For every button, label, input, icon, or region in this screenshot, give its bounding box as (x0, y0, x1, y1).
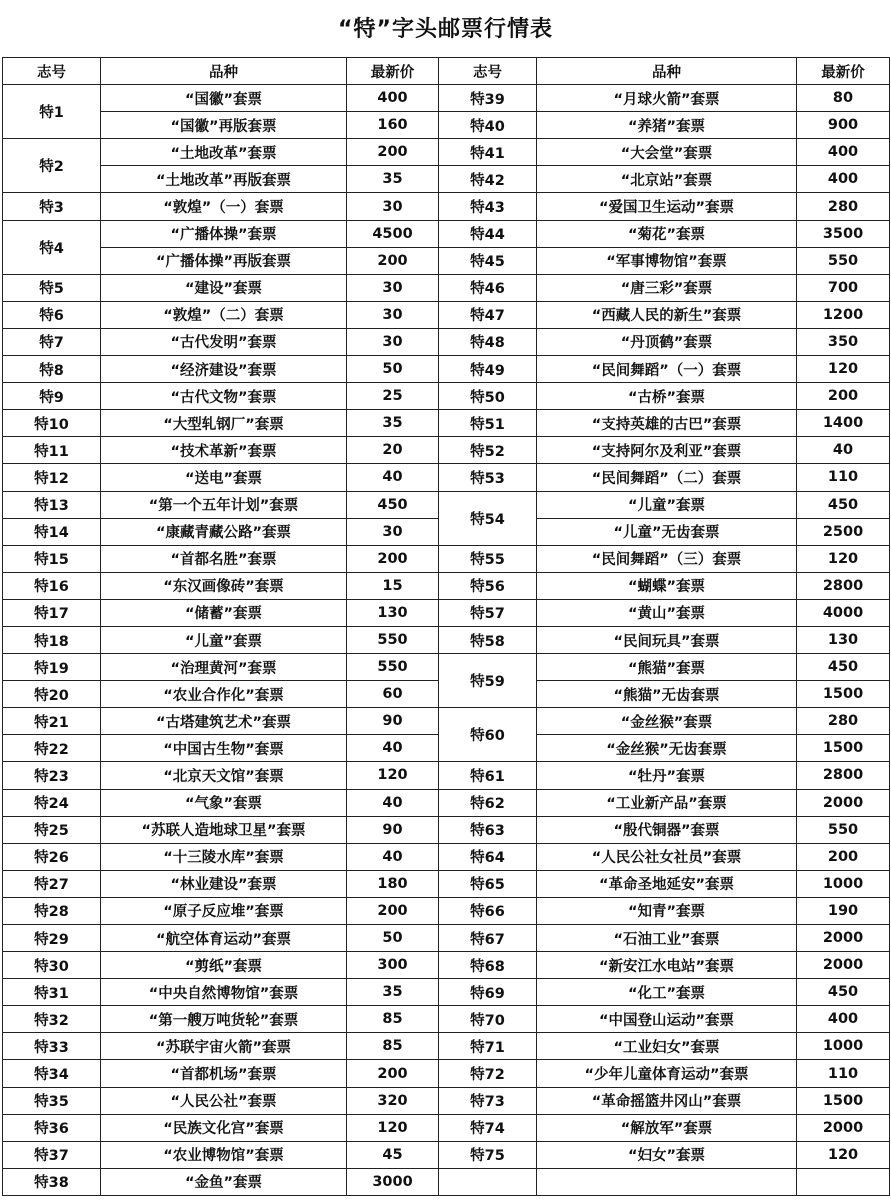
table-row (3, 762, 890, 789)
stamp-price-table (2, 57, 890, 1196)
table-body (3, 85, 890, 1196)
stamp-code: 特21 (3, 708, 101, 735)
header-price-left: 最新价 (347, 58, 439, 85)
stamp-name: “黄山”套票 (537, 599, 797, 626)
stamp-price: 60 (347, 681, 439, 708)
stamp-name: “人民公社”套票 (101, 1087, 347, 1114)
stamp-name: “军事博物馆”套票 (537, 247, 797, 274)
stamp-name: “第一艘万吨货轮”套票 (101, 1006, 347, 1033)
stamp-name: “农业合作化”套票 (101, 681, 347, 708)
header-price-right: 最新价 (797, 58, 890, 85)
stamp-price: 40 (347, 735, 439, 762)
stamp-name: “苏联人造地球卫星”套票 (101, 816, 347, 843)
stamp-name: “古代发明”套票 (101, 328, 347, 355)
stamp-price: 550 (797, 247, 890, 274)
stamp-price: 40 (347, 843, 439, 870)
stamp-code: 特52 (439, 437, 537, 464)
header-code-right: 志号 (439, 58, 537, 85)
stamp-name: “民间玩具”套票 (537, 626, 797, 653)
stamp-price: 180 (347, 870, 439, 897)
stamp-price: 30 (347, 328, 439, 355)
stamp-code: 特48 (439, 328, 537, 355)
stamp-price: 300 (347, 952, 439, 979)
stamp-code: 特66 (439, 897, 537, 924)
stamp-price: 200 (347, 897, 439, 924)
stamp-name: “儿童”套票 (101, 626, 347, 653)
stamp-code: 特53 (439, 464, 537, 491)
stamp-name: “首都机场”套票 (101, 1060, 347, 1087)
table-row (3, 274, 890, 301)
table-row (3, 789, 890, 816)
stamp-code: 特10 (3, 410, 101, 437)
stamp-name: “儿童”套票 (537, 491, 797, 518)
stamp-price: 450 (347, 491, 439, 518)
stamp-name: “解放军”套票 (537, 1114, 797, 1141)
stamp-name: “剪纸”套票 (101, 952, 347, 979)
stamp-price: 450 (797, 979, 890, 1006)
stamp-name: “中央自然博物馆”套票 (101, 979, 347, 1006)
stamp-code: 特63 (439, 816, 537, 843)
stamp-code: 特19 (3, 654, 101, 681)
stamp-name: “储蓄”套票 (101, 599, 347, 626)
table-row (3, 1114, 890, 1141)
stamp-code: 特1 (3, 85, 101, 139)
table-row (3, 545, 890, 572)
stamp-name: “原子反应堆”套票 (101, 897, 347, 924)
header-name-left: 品种 (101, 58, 347, 85)
stamp-name: “工业妇女”套票 (537, 1033, 797, 1060)
stamp-code: 特35 (3, 1087, 101, 1114)
stamp-code: 特30 (3, 952, 101, 979)
table-row (3, 166, 890, 193)
stamp-name: “西藏人民的新生”套票 (537, 301, 797, 328)
stamp-name: “支持阿尔及利亚”套票 (537, 437, 797, 464)
stamp-code: 特62 (439, 789, 537, 816)
stamp-code: 特47 (439, 301, 537, 328)
stamp-price: 2000 (797, 925, 890, 952)
stamp-price: 3500 (797, 220, 890, 247)
stamp-price: 200 (347, 139, 439, 166)
stamp-code: 特17 (3, 599, 101, 626)
stamp-price: 200 (797, 383, 890, 410)
stamp-name: “化工”套票 (537, 979, 797, 1006)
stamp-name: “石油工业”套票 (537, 925, 797, 952)
table-row (3, 816, 890, 843)
stamp-price: 2800 (797, 762, 890, 789)
stamp-name: “金丝猴”无齿套票 (537, 735, 797, 762)
stamp-name: “康藏青藏公路”套票 (101, 518, 347, 545)
stamp-name: “技术革新”套票 (101, 437, 347, 464)
stamp-name: “第一个五年计划”套票 (101, 491, 347, 518)
stamp-price: 4500 (347, 220, 439, 247)
stamp-price: 190 (797, 897, 890, 924)
table-row (3, 1060, 890, 1087)
empty-cell (797, 1168, 890, 1195)
stamp-code: 特55 (439, 545, 537, 572)
stamp-price: 30 (347, 274, 439, 301)
stamp-code: 特67 (439, 925, 537, 952)
stamp-code: 特75 (439, 1141, 537, 1168)
table-row (3, 491, 890, 518)
stamp-code: 特50 (439, 383, 537, 410)
stamp-name: “大型轧钢厂”套票 (101, 410, 347, 437)
stamp-price: 320 (347, 1087, 439, 1114)
empty-cell (439, 1168, 537, 1195)
stamp-code: 特25 (3, 816, 101, 843)
stamp-code: 特54 (439, 491, 537, 545)
stamp-code: 特73 (439, 1087, 537, 1114)
stamp-price: 400 (797, 139, 890, 166)
stamp-price: 450 (797, 654, 890, 681)
stamp-price: 45 (347, 1141, 439, 1168)
stamp-code: 特13 (3, 491, 101, 518)
table-row (3, 356, 890, 383)
table-row (3, 572, 890, 599)
stamp-name: “支持英雄的古巴”套票 (537, 410, 797, 437)
stamp-name: “爱国卫生运动”套票 (537, 193, 797, 220)
stamp-code: 特65 (439, 870, 537, 897)
stamp-price: 2500 (797, 518, 890, 545)
stamp-price: 35 (347, 410, 439, 437)
stamp-code: 特9 (3, 383, 101, 410)
stamp-name: “北京站”套票 (537, 166, 797, 193)
stamp-price: 90 (347, 708, 439, 735)
stamp-code: 特22 (3, 735, 101, 762)
stamp-price: 2000 (797, 1114, 890, 1141)
stamp-name: “古塔建筑艺术”套票 (101, 708, 347, 735)
table-row (3, 85, 890, 112)
stamp-name: “民族文化宫”套票 (101, 1114, 347, 1141)
stamp-name: “气象”套票 (101, 789, 347, 816)
stamp-price: 450 (797, 491, 890, 518)
stamp-name: “国徽”套票 (101, 85, 347, 112)
table-row (3, 626, 890, 653)
stamp-price: 40 (797, 437, 890, 464)
stamp-price: 280 (797, 193, 890, 220)
stamp-price: 3000 (347, 1168, 439, 1195)
stamp-price: 120 (347, 762, 439, 789)
stamp-price: 700 (797, 274, 890, 301)
stamp-code: 特39 (439, 85, 537, 112)
stamp-code: 特26 (3, 843, 101, 870)
table-row (3, 112, 890, 139)
table-row (3, 925, 890, 952)
stamp-name: “牡丹”套票 (537, 762, 797, 789)
stamp-code: 特46 (439, 274, 537, 301)
stamp-code: 特28 (3, 897, 101, 924)
stamp-name: “新安江水电站”套票 (537, 952, 797, 979)
stamp-name: “殷代铜器”套票 (537, 816, 797, 843)
stamp-code: 特27 (3, 870, 101, 897)
stamp-name: “土地改革”套票 (101, 139, 347, 166)
stamp-code: 特43 (439, 193, 537, 220)
stamp-name: “国徽”再版套票 (101, 112, 347, 139)
stamp-price: 2000 (797, 789, 890, 816)
stamp-price: 120 (797, 545, 890, 572)
stamp-code: 特72 (439, 1060, 537, 1087)
table-row (3, 301, 890, 328)
table-row (3, 193, 890, 220)
stamp-name: “广播体操”再版套票 (101, 247, 347, 274)
stamp-price: 35 (347, 166, 439, 193)
stamp-name: “治理黄河”套票 (101, 654, 347, 681)
stamp-code: 特71 (439, 1033, 537, 1060)
stamp-code: 特44 (439, 220, 537, 247)
stamp-code: 特57 (439, 599, 537, 626)
stamp-price: 160 (347, 112, 439, 139)
stamp-name: “大会堂”套票 (537, 139, 797, 166)
stamp-price: 40 (347, 789, 439, 816)
stamp-code: 特32 (3, 1006, 101, 1033)
stamp-name: “古代文物”套票 (101, 383, 347, 410)
stamp-code: 特33 (3, 1033, 101, 1060)
stamp-price: 400 (797, 1006, 890, 1033)
stamp-code: 特12 (3, 464, 101, 491)
table-row (3, 897, 890, 924)
stamp-code: 特4 (3, 220, 101, 274)
stamp-name: “北京天文馆”套票 (101, 762, 347, 789)
stamp-name: “蝴蝶”套票 (537, 572, 797, 599)
stamp-price: 120 (797, 1141, 890, 1168)
stamp-name: “建设”套票 (101, 274, 347, 301)
stamp-price: 110 (797, 1060, 890, 1087)
stamp-code: 特18 (3, 626, 101, 653)
stamp-code: 特70 (439, 1006, 537, 1033)
stamp-price: 20 (347, 437, 439, 464)
stamp-code: 特51 (439, 410, 537, 437)
stamp-price: 200 (347, 1060, 439, 1087)
stamp-price: 900 (797, 112, 890, 139)
stamp-name: “首都名胜”套票 (101, 545, 347, 572)
stamp-name: “人民公社女社员”套票 (537, 843, 797, 870)
stamp-price: 1000 (797, 1033, 890, 1060)
stamp-name: “养猪”套票 (537, 112, 797, 139)
stamp-price: 2000 (797, 952, 890, 979)
stamp-name: “敦煌”（二）套票 (101, 301, 347, 328)
stamp-code: 特74 (439, 1114, 537, 1141)
stamp-name: “古桥”套票 (537, 383, 797, 410)
stamp-code: 特29 (3, 925, 101, 952)
stamp-price: 50 (347, 925, 439, 952)
stamp-name: “苏联宇宙火箭”套票 (101, 1033, 347, 1060)
stamp-name: “革命摇篮井冈山”套票 (537, 1087, 797, 1114)
stamp-price: 80 (797, 85, 890, 112)
stamp-price: 120 (347, 1114, 439, 1141)
stamp-code: 特31 (3, 979, 101, 1006)
table-row (3, 1006, 890, 1033)
table-row (3, 952, 890, 979)
stamp-price: 1500 (797, 681, 890, 708)
stamp-price: 50 (347, 356, 439, 383)
stamp-name: “唐三彩”套票 (537, 274, 797, 301)
stamp-name: “儿童”无齿套票 (537, 518, 797, 545)
stamp-price: 280 (797, 708, 890, 735)
stamp-name: “知青”套票 (537, 897, 797, 924)
table-row (3, 464, 890, 491)
stamp-price: 90 (347, 816, 439, 843)
stamp-name: “十三陵水库”套票 (101, 843, 347, 870)
stamp-name: “熊猫”套票 (537, 654, 797, 681)
stamp-price: 2800 (797, 572, 890, 599)
stamp-code: 特58 (439, 626, 537, 653)
stamp-price: 85 (347, 1033, 439, 1060)
stamp-name: “林业建设”套票 (101, 870, 347, 897)
stamp-price: 200 (797, 843, 890, 870)
stamp-name: “工业新产品”套票 (537, 789, 797, 816)
stamp-price: 550 (347, 654, 439, 681)
stamp-name: “少年儿童体育运动”套票 (537, 1060, 797, 1087)
stamp-price: 25 (347, 383, 439, 410)
stamp-name: “民间舞蹈”（一）套票 (537, 356, 797, 383)
stamp-code: 特5 (3, 274, 101, 301)
stamp-price: 30 (347, 193, 439, 220)
table-row (3, 1168, 890, 1195)
stamp-name: “菊花”套票 (537, 220, 797, 247)
table-row (3, 410, 890, 437)
stamp-code: 特40 (439, 112, 537, 139)
stamp-name: “广播体操”套票 (101, 220, 347, 247)
stamp-code: 特60 (439, 708, 537, 762)
stamp-price: 15 (347, 572, 439, 599)
table-row (3, 870, 890, 897)
stamp-price: 30 (347, 301, 439, 328)
stamp-code: 特3 (3, 193, 101, 220)
stamp-code: 特45 (439, 247, 537, 274)
stamp-code: 特16 (3, 572, 101, 599)
stamp-price: 350 (797, 328, 890, 355)
stamp-code: 特61 (439, 762, 537, 789)
stamp-name: “熊猫”无齿套票 (537, 681, 797, 708)
stamp-price: 1400 (797, 410, 890, 437)
stamp-name: “妇女”套票 (537, 1141, 797, 1168)
stamp-name: “中国古生物”套票 (101, 735, 347, 762)
stamp-name: “金丝猴”套票 (537, 708, 797, 735)
stamp-code: 特42 (439, 166, 537, 193)
stamp-price: 130 (797, 626, 890, 653)
table-row (3, 1141, 890, 1168)
stamp-price: 1200 (797, 301, 890, 328)
stamp-price: 1500 (797, 1087, 890, 1114)
stamp-price: 110 (797, 464, 890, 491)
stamp-code: 特8 (3, 356, 101, 383)
stamp-name: “土地改革”再版套票 (101, 166, 347, 193)
stamp-name: “民间舞蹈”（三）套票 (537, 545, 797, 572)
table-row (3, 1033, 890, 1060)
stamp-code: 特2 (3, 139, 101, 193)
stamp-price: 200 (347, 247, 439, 274)
header-code-left: 志号 (3, 58, 101, 85)
table-row (3, 708, 890, 735)
table-row (3, 383, 890, 410)
stamp-price: 550 (347, 626, 439, 653)
empty-cell (537, 1168, 797, 1195)
header-name-right: 品种 (537, 58, 797, 85)
stamp-code: 特38 (3, 1168, 101, 1195)
table-row (3, 843, 890, 870)
stamp-name: “航空体育运动”套票 (101, 925, 347, 952)
stamp-code: 特37 (3, 1141, 101, 1168)
stamp-code: 特7 (3, 328, 101, 355)
stamp-price: 30 (347, 518, 439, 545)
stamp-name: “农业博物馆”套票 (101, 1141, 347, 1168)
stamp-code: 特34 (3, 1060, 101, 1087)
stamp-code: 特59 (439, 654, 537, 708)
stamp-code: 特41 (439, 139, 537, 166)
table-row (3, 979, 890, 1006)
stamp-name: “经济建设”套票 (101, 356, 347, 383)
stamp-name: “民间舞蹈”（二）套票 (537, 464, 797, 491)
stamp-price: 130 (347, 599, 439, 626)
table-row (3, 247, 890, 274)
stamp-code: 特68 (439, 952, 537, 979)
stamp-code: 特11 (3, 437, 101, 464)
stamp-name: “敦煌”（一）套票 (101, 193, 347, 220)
stamp-code: 特14 (3, 518, 101, 545)
stamp-code: 特24 (3, 789, 101, 816)
stamp-code: 特23 (3, 762, 101, 789)
stamp-name: “东汉画像砖”套票 (101, 572, 347, 599)
table-row (3, 220, 890, 247)
stamp-name: “中国登山运动”套票 (537, 1006, 797, 1033)
page-title: “特”字头邮票行情表 (338, 17, 553, 42)
table-row (3, 654, 890, 681)
table-row (3, 139, 890, 166)
stamp-name: “金鱼”套票 (101, 1168, 347, 1195)
stamp-code: 特15 (3, 545, 101, 572)
stamp-code: 特6 (3, 301, 101, 328)
stamp-price: 200 (347, 545, 439, 572)
stamp-code: 特56 (439, 572, 537, 599)
stamp-price: 1500 (797, 735, 890, 762)
stamp-code: 特64 (439, 843, 537, 870)
header-row (3, 58, 890, 85)
stamp-code: 特49 (439, 356, 537, 383)
stamp-name: “丹顶鹤”套票 (537, 328, 797, 355)
stamp-price: 550 (797, 816, 890, 843)
stamp-price: 1000 (797, 870, 890, 897)
table-row (3, 328, 890, 355)
stamp-price: 4000 (797, 599, 890, 626)
stamp-code: 特36 (3, 1114, 101, 1141)
stamp-name: “送电”套票 (101, 464, 347, 491)
table-row (3, 437, 890, 464)
table-row (3, 1087, 890, 1114)
stamp-price: 120 (797, 356, 890, 383)
table-row (3, 599, 890, 626)
stamp-price: 40 (347, 464, 439, 491)
stamp-name: “革命圣地延安”套票 (537, 870, 797, 897)
stamp-price: 85 (347, 1006, 439, 1033)
stamp-price: 400 (347, 85, 439, 112)
stamp-code: 特69 (439, 979, 537, 1006)
stamp-name: “月球火箭”套票 (537, 85, 797, 112)
stamp-price: 35 (347, 979, 439, 1006)
stamp-code: 特20 (3, 681, 101, 708)
stamp-price: 400 (797, 166, 890, 193)
